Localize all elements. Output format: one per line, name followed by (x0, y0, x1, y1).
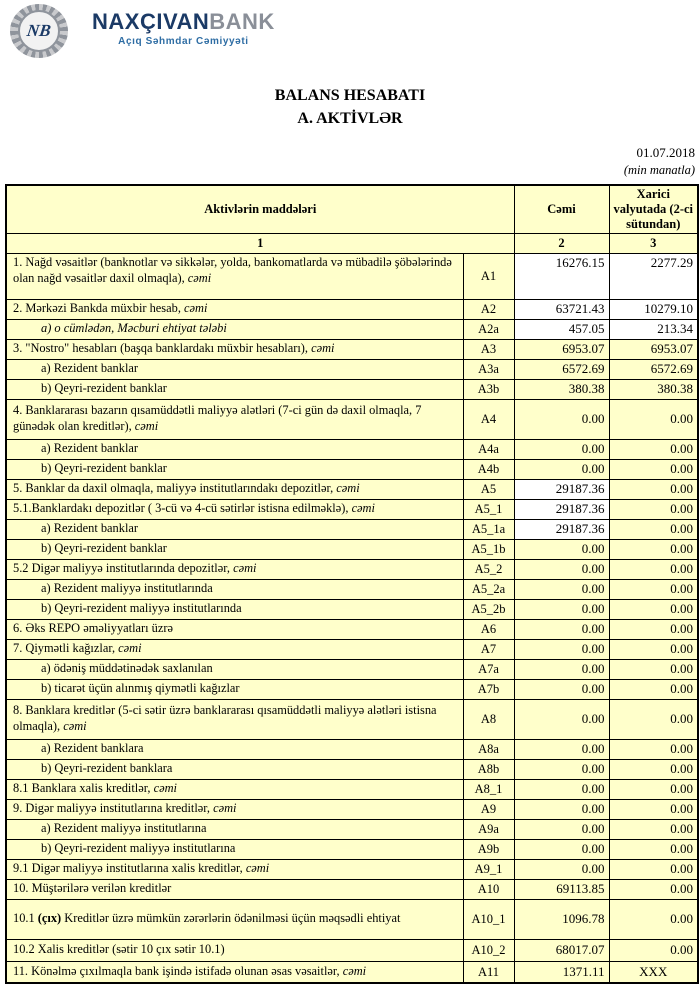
row-total-value: 0.00 (514, 539, 609, 559)
row-foreign-value: 0.00 (609, 939, 698, 961)
table-row (6, 961, 698, 983)
row-label: a) o cümlədən, Məcburi ehtiyat tələbi (6, 319, 463, 339)
row-total-value: 16276.15 (514, 253, 609, 299)
row-code: A3 (463, 339, 514, 359)
row-label: 8.1 Banklara xalis kreditlər, cəmi (6, 779, 463, 799)
row-foreign-value: 0.00 (609, 859, 698, 879)
row-foreign-value: 0.00 (609, 779, 698, 799)
row-label: a) Rezident banklara (6, 739, 463, 759)
row-total-value: 0.00 (514, 819, 609, 839)
row-label: 10. Müştərilərə verilən kreditlər (6, 879, 463, 899)
row-total-value: 69113.85 (514, 879, 609, 899)
row-label: a) ödəniş müddətinədək saxlanılan (6, 659, 463, 679)
row-total-value: 457.05 (514, 319, 609, 339)
row-foreign-value: 0.00 (609, 519, 698, 539)
row-foreign-value: 0.00 (609, 619, 698, 639)
row-foreign-value: 0.00 (609, 679, 698, 699)
row-foreign-value: 0.00 (609, 479, 698, 499)
row-label: b) ticarət üçün alınmış qiymətli kağızlar (6, 679, 463, 699)
row-code: A9b (463, 839, 514, 859)
row-foreign-value: 0.00 (609, 819, 698, 839)
row-foreign-value: 2277.29 (609, 253, 698, 299)
row-foreign-value: 0.00 (609, 639, 698, 659)
bank-monogram: NB (25, 21, 53, 40)
assets-table (5, 184, 699, 984)
table-row (6, 839, 698, 859)
row-label: 5.2 Digər maliyyə institutlarında depozitlər, cəmi (6, 559, 463, 579)
row-code: A5_2a (463, 579, 514, 599)
table-row (6, 319, 698, 339)
row-foreign-value: 380.38 (609, 379, 698, 399)
row-foreign-value: 0.00 (609, 879, 698, 899)
row-code: A5 (463, 479, 514, 499)
row-foreign-value: 10279.10 (609, 299, 698, 319)
row-total-value: 6572.69 (514, 359, 609, 379)
row-total-value: 0.00 (514, 559, 609, 579)
row-label: 10.1 (çıx) Kreditlər üzrə mümkün zərərlərin ödənilməsi üçün məqsədli ehtiyat (6, 899, 463, 939)
row-label: b) Qeyri-rezident banklara (6, 759, 463, 779)
table-row (6, 519, 698, 539)
row-foreign-value: 0.00 (609, 579, 698, 599)
row-foreign-value: 0.00 (609, 499, 698, 519)
row-label: 3. "Nostro" hesabları (başqa banklardakı müxbir hesabları), cəmi (6, 339, 463, 359)
row-code: A7 (463, 639, 514, 659)
row-label: 11. Könəlmə çıxılmaqla bank işində istifadə olunan əsas vəsaitlər, cəmi (6, 961, 463, 983)
row-label: 9. Digər maliyyə institutlarına kreditlər, cəmi (6, 799, 463, 819)
table-row (6, 439, 698, 459)
table-row (6, 599, 698, 619)
row-label: 5.1.Banklardakı depozitlər ( 3-cü və 4-cü sətirlər istisna edilməklə), cəmi (6, 499, 463, 519)
asset-table-body (6, 253, 698, 983)
row-label: a) Rezident banklar (6, 439, 463, 459)
table-row (6, 799, 698, 819)
bank-emblem-ring (18, 10, 60, 52)
row-code: A5_1 (463, 499, 514, 519)
row-code: A3a (463, 359, 514, 379)
row-total-value: 0.00 (514, 659, 609, 679)
table-row (6, 899, 698, 939)
row-total-value: 380.38 (514, 379, 609, 399)
table-row (6, 879, 698, 899)
row-foreign-value: 0.00 (609, 759, 698, 779)
table-row (6, 379, 698, 399)
row-code: A8a (463, 739, 514, 759)
row-foreign-value: 0.00 (609, 799, 698, 819)
row-foreign-value: 0.00 (609, 599, 698, 619)
row-total-value: 0.00 (514, 859, 609, 879)
unit-note: (min manatla) (623, 162, 695, 177)
row-label: b) Qeyri-rezident banklar (6, 459, 463, 479)
row-total-value: 6953.07 (514, 339, 609, 359)
table-row (6, 619, 698, 639)
table-row (6, 779, 698, 799)
table-index-row (6, 233, 698, 253)
row-code: A4b (463, 459, 514, 479)
table-row (6, 679, 698, 699)
row-foreign-value: 0.00 (609, 439, 698, 459)
bank-name-secondary: BANK (209, 9, 275, 34)
bank-wordmark-line (92, 11, 275, 33)
row-code: A5_2b (463, 599, 514, 619)
row-label: b) Qeyri-rezident maliyyə institutlarına (6, 839, 463, 859)
bank-logo (0, 0, 700, 62)
row-foreign-value: 6953.07 (609, 339, 698, 359)
index-col-1: 1 (6, 233, 514, 253)
row-foreign-value: 0.00 (609, 659, 698, 679)
row-code: A3b (463, 379, 514, 399)
table-row (6, 253, 698, 299)
row-label: 4. Banklararası bazarın qısamüddətli maliyyə alətləri (7-ci gün də daxil olmaqla, 7 günədək olan kreditlər), cəmi (6, 399, 463, 439)
row-code: A11 (463, 961, 514, 983)
row-foreign-value: 0.00 (609, 459, 698, 479)
table-row (6, 479, 698, 499)
table-row (6, 739, 698, 759)
table-row (6, 659, 698, 679)
row-total-value: 29187.36 (514, 479, 609, 499)
row-total-value: 1371.11 (514, 961, 609, 983)
row-label: a) Rezident maliyyə institutlarında (6, 579, 463, 599)
row-label: b) Qeyri-rezident banklar (6, 539, 463, 559)
row-code: A10_1 (463, 899, 514, 939)
row-code: A9a (463, 819, 514, 839)
row-total-value: 0.00 (514, 599, 609, 619)
row-total-value: 0.00 (514, 759, 609, 779)
row-total-value: 0.00 (514, 459, 609, 479)
table-row (6, 939, 698, 961)
row-total-value: 29187.36 (514, 499, 609, 519)
report-title: BALANS HESABATI (274, 87, 426, 104)
table-row (6, 299, 698, 319)
row-foreign-value: 0.00 (609, 559, 698, 579)
row-code: A6 (463, 619, 514, 639)
row-code: A10 (463, 879, 514, 899)
row-label: b) Qeyri-rezident maliyyə institutlarında (6, 599, 463, 619)
row-code: A10_2 (463, 939, 514, 961)
row-total-value: 0.00 (514, 699, 609, 739)
bank-emblem-icon (10, 4, 68, 58)
row-code: A4a (463, 439, 514, 459)
row-code: A8 (463, 699, 514, 739)
index-col-2: 2 (514, 233, 609, 253)
row-label: 10.2 Xalis kreditlər (sətir 10 çıx sətir 10.1) (6, 939, 463, 961)
row-total-value: 0.00 (514, 799, 609, 819)
row-total-value: 0.00 (514, 579, 609, 599)
row-label: a) Rezident banklar (6, 519, 463, 539)
row-foreign-value: XXX (609, 961, 698, 983)
table-row (6, 639, 698, 659)
table-row (6, 559, 698, 579)
row-code: A9_1 (463, 859, 514, 879)
row-code: A4 (463, 399, 514, 439)
table-row (6, 699, 698, 739)
row-code: A5_2 (463, 559, 514, 579)
row-total-value: 29187.36 (514, 519, 609, 539)
row-label: 2. Mərkəzi Bankda müxbir hesab, cəmi (6, 299, 463, 319)
row-total-value: 1096.78 (514, 899, 609, 939)
row-total-value: 0.00 (514, 779, 609, 799)
row-code: A2a (463, 319, 514, 339)
row-total-value: 68017.07 (514, 939, 609, 961)
row-code: A7a (463, 659, 514, 679)
row-foreign-value: 6572.69 (609, 359, 698, 379)
table-row (6, 499, 698, 519)
row-label: b) Qeyri-rezident banklar (6, 379, 463, 399)
row-total-value: 0.00 (514, 839, 609, 859)
header-total: Cəmi (514, 185, 609, 234)
report-subtitle: A. AKTİVLƏR (297, 110, 403, 128)
row-label: 8. Banklara kreditlər (5-ci sətir üzrə banklararası qısamüddətli maliyyə alətləri istisna olmaqla), cəmi (6, 699, 463, 739)
row-total-value: 0.00 (514, 679, 609, 699)
table-row (6, 819, 698, 839)
table-row (6, 539, 698, 559)
row-label: 1. Nağd vəsaitlər (banknotlar və sikkələr, yolda, bankomatlarda və mübadilə şöbələrində olan nağd vəsaitlər daxil olmaqla), cəmi (6, 253, 463, 299)
row-code: A7b (463, 679, 514, 699)
row-code: A8_1 (463, 779, 514, 799)
report-meta (0, 144, 695, 178)
row-foreign-value: 0.00 (609, 739, 698, 759)
row-code: A5_1b (463, 539, 514, 559)
row-label: 9.1 Digər maliyyə institutlarına xalis kreditlər, cəmi (6, 859, 463, 879)
row-total-value: 0.00 (514, 639, 609, 659)
row-total-value: 63721.43 (514, 299, 609, 319)
row-foreign-value: 0.00 (609, 699, 698, 739)
row-code: A8b (463, 759, 514, 779)
report-date: 01.07.2018 (636, 145, 695, 161)
row-foreign-value: 0.00 (609, 839, 698, 859)
row-label: 7. Qiymətli kağızlar, cəmi (6, 639, 463, 659)
row-code: A5_1a (463, 519, 514, 539)
table-row (6, 339, 698, 359)
row-label: 6. Əks REPO əməliyyatları üzrə (6, 619, 463, 639)
bank-subtitle: Açıq Səhmdar Cəmiyyəti (118, 36, 249, 47)
row-foreign-value: 0.00 (609, 899, 698, 939)
table-row (6, 459, 698, 479)
index-col-3: 3 (609, 233, 698, 253)
bank-name-primary: NAXÇIVAN (92, 9, 210, 34)
row-label: 5. Banklar da daxil olmaqla, maliyyə institutlarındakı depozitlər, cəmi (6, 479, 463, 499)
row-foreign-value: 213.34 (609, 319, 698, 339)
row-total-value: 0.00 (514, 619, 609, 639)
table-row (6, 359, 698, 379)
bank-wordmark (92, 11, 275, 47)
table-row (6, 399, 698, 439)
row-label: a) Rezident maliyyə institutlarına (6, 819, 463, 839)
table-row (6, 859, 698, 879)
row-total-value: 0.00 (514, 739, 609, 759)
table-row (6, 579, 698, 599)
table-header-row (6, 185, 698, 234)
row-code: A1 (463, 253, 514, 299)
row-code: A2 (463, 299, 514, 319)
row-foreign-value: 0.00 (609, 399, 698, 439)
row-label: a) Rezident banklar (6, 359, 463, 379)
row-total-value: 0.00 (514, 399, 609, 439)
header-items: Aktivlərin maddələri (6, 185, 514, 234)
report-title-block (0, 84, 700, 130)
row-foreign-value: 0.00 (609, 539, 698, 559)
table-row (6, 759, 698, 779)
header-foreign: Xarici valyutada (2-ci sütundan) (609, 185, 698, 234)
row-code: A9 (463, 799, 514, 819)
row-total-value: 0.00 (514, 439, 609, 459)
